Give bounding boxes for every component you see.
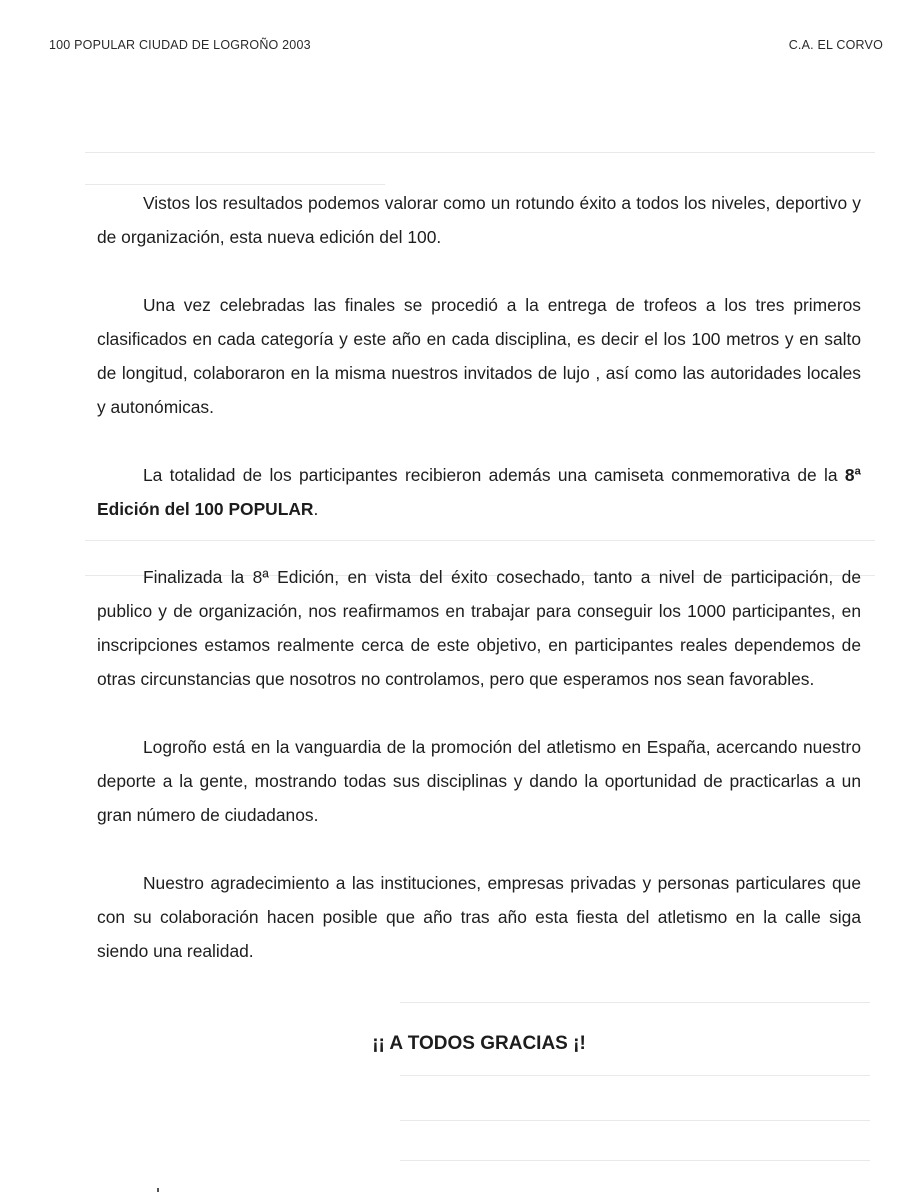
paragraph-tshirt bbox=[97, 458, 861, 526]
scan-bleed-line bbox=[400, 1120, 870, 1121]
scan-speck bbox=[157, 1188, 159, 1192]
page-header bbox=[49, 38, 883, 54]
paragraph-text: . bbox=[313, 499, 319, 519]
paragraph-text: Nuestro agradecimiento a las instituciones, empresas privadas y personas particulares que con su colaboración hacen posible que año tras año esta fiesta del atletismo en la calle siga siendo una realidad. bbox=[97, 873, 861, 961]
scan-bleed-line bbox=[400, 1160, 870, 1161]
paragraph-participation bbox=[97, 560, 861, 696]
closing-thanks: ¡¡ A TODOS GRACIAS ¡! bbox=[372, 1033, 586, 1054]
paragraph-trophies bbox=[97, 288, 861, 424]
paragraph-text: La totalidad de los participantes recibieron además una camiseta conmemorativa de la bbox=[143, 465, 845, 485]
paragraph-text: Logroño está en la vanguardia de la promoción del atletismo en España, acercando nuestro deporte a la gente, mostrando todas sus disciplinas y dando la oportunidad de practicarlas a un gran número de ciudadanos. bbox=[97, 737, 861, 825]
paragraph-text: Vistos los resultados podemos valorar como un rotundo éxito a todos los niveles, deportivo y de organización, esta nueva edición del 100. bbox=[97, 193, 861, 247]
header-club-name: C.A. EL CORVO bbox=[788, 38, 883, 52]
paragraph-text: Una vez celebradas las finales se procedió a la entrega de trofeos a los tres primeros clasificados en cada categoría y este año en cada disciplina, es decir el los 100 metros y en salto de longitud, colaboraron en la misma nuestros invitados de lujo , así como las autoridades locales y autonómicas. bbox=[97, 295, 861, 417]
paragraph-text: Finalizada la 8ª Edición, en vista del éxito cosechado, tanto a nivel de participación, de publico y de organización, nos reafirmamos en trabajar para conseguir los 1000 participantes, en inscripciones estamos realmente cerca de este objetivo, en participantes reales dependemos de otras circunstancias que nosotros no controlamos, pero que esperamos nos sean favorables. bbox=[97, 567, 861, 689]
document-body bbox=[97, 186, 861, 1002]
scan-bleed-line bbox=[400, 1002, 870, 1003]
header-event-title: 100 POPULAR CIUDAD DE LOGROÑO 2003 bbox=[49, 38, 311, 52]
scan-bleed-line bbox=[400, 1075, 870, 1076]
scan-bleed-line bbox=[85, 184, 385, 185]
edition-name-bold: 8ª Edición del 100 POPULAR bbox=[97, 465, 861, 519]
paragraph-logrono bbox=[97, 730, 861, 832]
paragraph-results bbox=[97, 186, 861, 254]
paragraph-thanks bbox=[97, 866, 861, 968]
scan-bleed-line bbox=[85, 152, 875, 153]
